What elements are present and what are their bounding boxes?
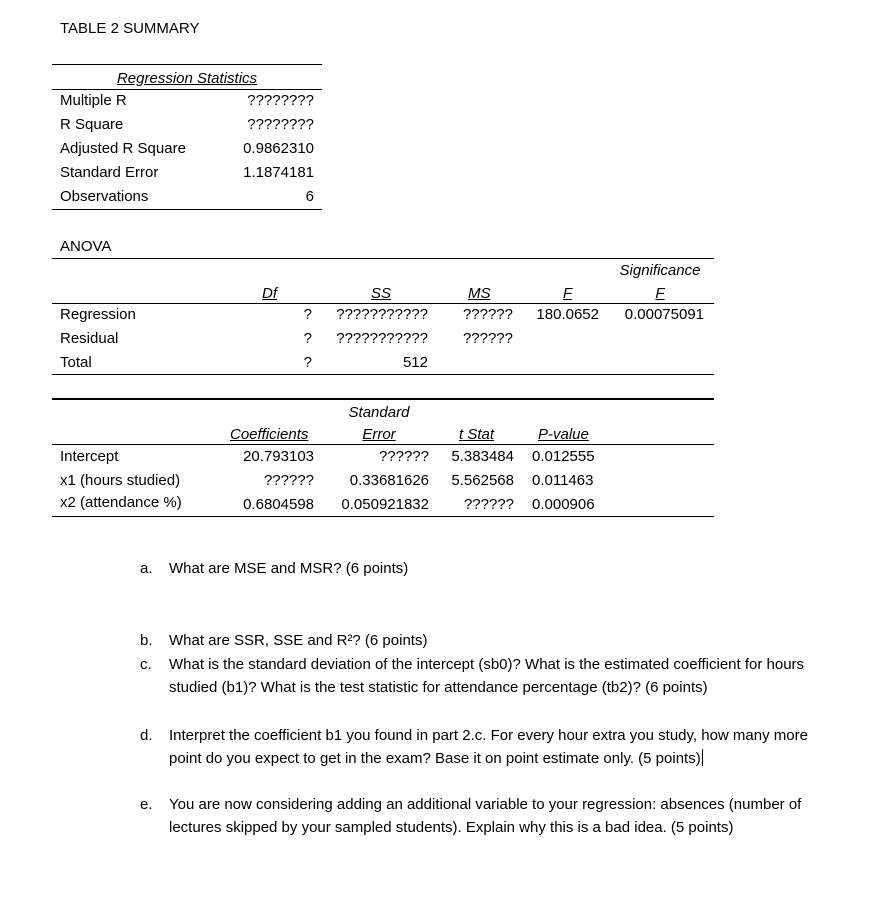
anova-df-total: ? bbox=[303, 354, 312, 371]
coef-top-rule bbox=[52, 398, 714, 400]
coef-header-coefficients: Coefficients bbox=[230, 426, 309, 443]
coef-se-x2: 0.050921832 bbox=[341, 496, 429, 513]
anova-label-residual: Residual bbox=[60, 330, 119, 347]
coef-label-x2: x2 (attendance %) bbox=[60, 494, 182, 511]
anova-header-rule bbox=[52, 303, 714, 304]
anova-ss-total: 512 bbox=[402, 354, 428, 371]
anova-header-f: F bbox=[563, 285, 573, 302]
anova-top-rule bbox=[52, 258, 714, 259]
anova-title: ANOVA bbox=[60, 238, 112, 255]
anova-ms-residual: ?????? bbox=[462, 330, 513, 347]
anova-label-total: Total bbox=[60, 354, 92, 371]
table-top-rule bbox=[52, 64, 322, 65]
page-title: TABLE 2 SUMMARY bbox=[60, 20, 200, 37]
anova-ss-residual: ??????????? bbox=[336, 330, 428, 347]
coef-header-standard: Standard bbox=[348, 404, 410, 421]
question-letter-b: b. bbox=[140, 632, 153, 649]
anova-header-significance: Significance bbox=[619, 262, 701, 279]
stat-value-observations: 6 bbox=[305, 188, 314, 205]
anova-df-residual: ? bbox=[303, 330, 312, 347]
question-text-b: What are SSR, SSE and R²? (6 points) bbox=[169, 632, 428, 649]
coef-header-t-stat: t Stat bbox=[459, 426, 495, 443]
header-rule bbox=[52, 89, 322, 90]
stat-label-r-square: R Square bbox=[60, 116, 124, 133]
anova-ss-regression: ??????????? bbox=[336, 306, 428, 323]
coef-p-intercept: 0.012555 bbox=[532, 448, 595, 465]
coef-header-rule bbox=[52, 444, 714, 445]
anova-sig-regression: 0.00075091 bbox=[624, 306, 704, 323]
coef-bottom-rule bbox=[52, 516, 714, 517]
question-letter-d: d. bbox=[140, 727, 153, 744]
coef-header-p-value: P-value bbox=[538, 426, 589, 443]
question-text-d-content: Interpret the coefficient b1 you found in part 2.c. For every hour extra you study, how many more point do you expect to get in the exam? Base it on point estimate only. (5 points) bbox=[169, 727, 808, 767]
coef-value-intercept: 20.793103 bbox=[243, 448, 314, 465]
anova-header-ms: MS bbox=[468, 285, 491, 302]
stat-value-r-square: ???????? bbox=[247, 116, 314, 133]
anova-df-regression: ? bbox=[303, 306, 312, 323]
text-cursor bbox=[702, 749, 703, 766]
stat-value-multiple-r: ???????? bbox=[247, 92, 314, 109]
stat-label-observations: Observations bbox=[60, 188, 149, 205]
anova-header-ss: SS bbox=[371, 285, 392, 302]
coef-se-intercept: ?????? bbox=[378, 448, 429, 465]
coef-se-x1: 0.33681626 bbox=[349, 472, 429, 489]
stat-value-adjusted-r-square: 0.9862310 bbox=[243, 140, 314, 157]
regression-statistics-header: Regression Statistics bbox=[116, 70, 258, 87]
anova-header-df: Df bbox=[262, 285, 277, 302]
coef-header-error: Error bbox=[362, 426, 396, 443]
anova-bottom-rule bbox=[52, 374, 714, 375]
table-bottom-rule bbox=[52, 209, 322, 210]
coef-label-x1: x1 (hours studied) bbox=[60, 472, 181, 489]
stat-label-adjusted-r-square: Adjusted R Square bbox=[60, 140, 186, 157]
coef-t-intercept: 5.383484 bbox=[451, 448, 514, 465]
coef-value-x1: ?????? bbox=[263, 472, 314, 489]
anova-ms-regression: ?????? bbox=[462, 306, 513, 323]
question-letter-a: a. bbox=[140, 560, 153, 577]
coef-p-x1: 0.011463 bbox=[532, 472, 594, 489]
coef-t-x1: 5.562568 bbox=[451, 472, 514, 489]
stat-label-standard-error: Standard Error bbox=[60, 164, 159, 181]
question-text-c: What is the standard deviation of the intercept (sb0)? What is the estimated coefficient for hours studied (b1)? What is the test statistic for attendance percentage (tb2)? (6 points) bbox=[169, 656, 805, 696]
coef-t-x2: ?????? bbox=[463, 496, 514, 513]
stat-label-multiple-r: Multiple R bbox=[60, 92, 127, 109]
anova-header-significance-f: F bbox=[655, 285, 665, 302]
question-letter-c: c. bbox=[140, 656, 152, 673]
question-text-d[interactable] bbox=[169, 724, 809, 770]
anova-label-regression: Regression bbox=[60, 306, 136, 323]
coef-label-intercept: Intercept bbox=[60, 448, 119, 465]
question-letter-e: e. bbox=[140, 796, 153, 813]
anova-f-regression: 180.0652 bbox=[536, 306, 599, 323]
coef-p-x2: 0.000906 bbox=[532, 496, 595, 513]
coef-value-x2: 0.6804598 bbox=[243, 496, 314, 513]
stat-value-standard-error: 1.1874181 bbox=[243, 164, 314, 181]
question-text-e: You are now considering adding an additional variable to your regression: absences (number of lectures skipped by your sampled students). Explain why this is a bad idea. (5 points) bbox=[169, 796, 802, 836]
question-text-a: What are MSE and MSR? (6 points) bbox=[169, 560, 409, 577]
